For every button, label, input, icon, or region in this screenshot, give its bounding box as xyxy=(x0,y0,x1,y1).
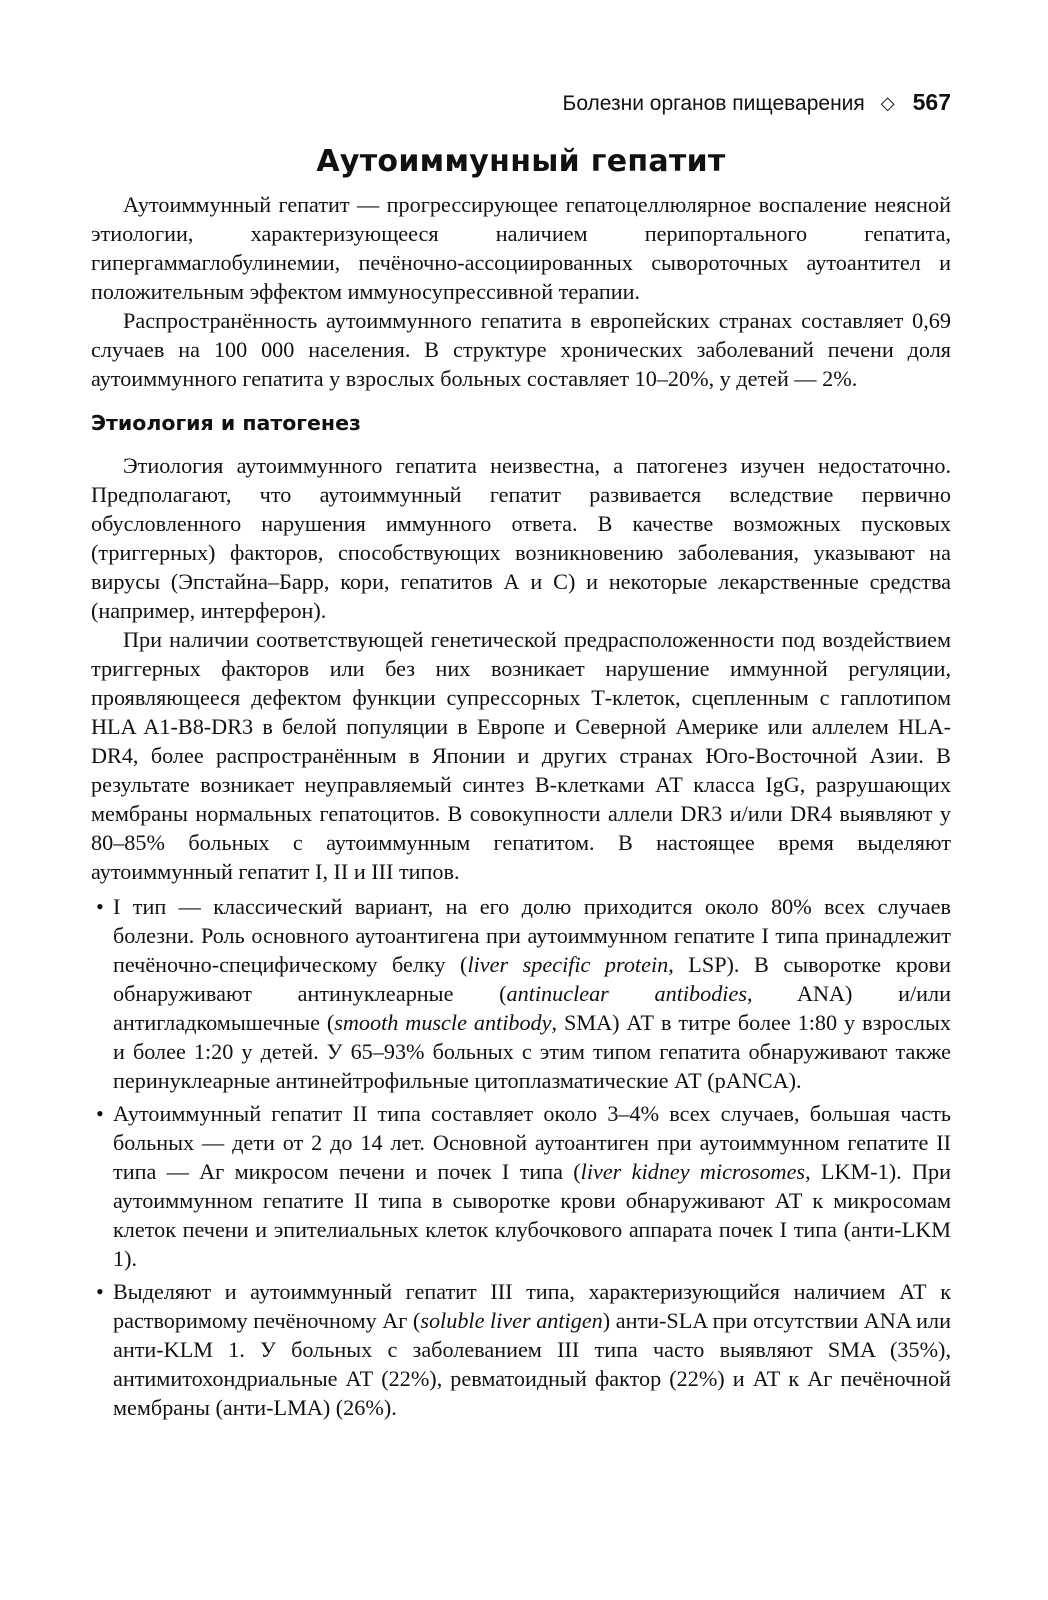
type2-text-a: Аутоиммунный гепатит II типа составляет около 3–4% всех случаев, большая часть больных — дети от 2 до 14 лет. Основной аутоантиген при аутоиммунном гепатите II типа — Аг микросом печени и почек I типа ( xyxy=(113,1101,951,1184)
type2-text-c: , LKM-1). При аутоиммунном гепатите II типа в сыворотке крови обнаруживают АТ к микросомам клеток печени и эпителиальных клеток клубочкового аппарата почек I типа (анти-LKM 1). xyxy=(113,1159,951,1271)
type3-term-sla: soluble liver antigen xyxy=(420,1308,603,1333)
intro-paragraph-2: Распространённость аутоиммунного гепатита в европейских странах составляет 0,69 случаев на 100 000 населения. В структуре хронических заболеваний печени доля аутоиммунного гепатита у взрослых больных составляет 10–20%, у детей — 2%. xyxy=(91,308,951,391)
page-number: 567 xyxy=(912,89,951,115)
intro-paragraph-1: Аутоиммунный гепатит — прогрессирующее гепатоцеллюлярное воспаление неясной этиологии, характеризующееся наличием перипортального гепатита, гипергаммаглобулинемии, печёночно-ассоциированных сывороточных аутоантител и положительным эффектом иммуносупрессивной терапии. xyxy=(91,192,951,304)
running-header xyxy=(91,86,951,120)
list-item-type-1 xyxy=(91,892,951,1095)
header-section-title: Болезни органов пищеварения xyxy=(562,92,865,115)
type1-text-e: , ANA) и/или антигладкомышечные ( xyxy=(113,981,951,1035)
pathogenesis-paragraph: При наличии соответствующей генетической предрасположенности под воздействием триггерных факторов или без них возникает нарушение иммунной регуляции, проявляющееся дефектом функции супрессорных Т-клеток, сцепленным с гаплотипом HLA A1-B8-DR3 в белой популяции в Европе и Северной Америке или аллелем HLA-DR4, более распространённым в Японии и других странах Юго-Восточной Азии. В результате возникает неуправляемый синтез В-клетками АТ класса IgG, разрушающих мембраны нормальных гепатоцитов. В совокупности аллели DR3 и/или DR4 выявляют у 80–85% больных с аутоиммунным гепатитом. В настоящее время выделяют аутоиммунный гепатит I, II и III типов. xyxy=(91,627,951,884)
type3-text-c: ) анти-SLA при отсутствии ANA или анти-KLM 1. У больных с заболеванием III типа часто выявляют SMA (35%), антимитохондриальные АТ (22%), ревматоидный фактор (22%) и АТ к Аг печёночной мембраны (анти-LMA) (26%). xyxy=(113,1308,951,1420)
bullet-icon: • xyxy=(96,1101,104,1126)
type1-text-c: , LSP). В сыворотке крови обнаруживают антинуклеарные ( xyxy=(113,952,952,1006)
list-item-type-2 xyxy=(91,1099,951,1273)
type1-term-sma: smooth muscle antibody xyxy=(334,1010,552,1035)
etiology-paragraph: Этиология аутоиммунного гепатита неизвестна, а патогенез изучен недостаточно. Предполагают, что аутоиммунный гепатит развивается вследствие первично обусловленного нарушения иммунного ответа. В качестве возможных пусковых (триггерных) факторов, способствующих возникновению заболевания, указывают на вирусы (Эпстайна–Барр, кори, гепатитов А и С) и некоторые лекарственные средства (например, интерферон). xyxy=(91,453,951,623)
hepatitis-types-list xyxy=(91,892,951,1422)
bullet-icon: • xyxy=(96,894,104,919)
list-item-type-3 xyxy=(91,1277,951,1422)
bullet-icon: • xyxy=(96,1279,104,1304)
diamond-separator-icon: ◇ xyxy=(880,93,895,113)
type1-text-g: , SMA) АТ в титре более 1:80 у взрослых и более 1:20 у детей. У 65–93% больных с этим типом гепатита обнаруживают также перинуклеарные антинейтрофильные цитоплазматические АТ (pANCA). xyxy=(113,1010,951,1093)
book-page xyxy=(91,86,951,1426)
type1-term-ana: antinuclear antibodies xyxy=(506,981,747,1006)
type1-term-lsp: liver specific protein xyxy=(467,952,669,977)
type2-term-lkm: liver kidney microsomes xyxy=(580,1159,806,1184)
type1-text-a: I тип — классический вариант, на его долю приходится около 80% всех случаев болезни. Роль основного аутоантигена при аутоиммунном гепатите I типа принадлежит печёночно-специфическому белку ( xyxy=(113,894,951,977)
article-title: Аутоиммунный гепатит xyxy=(316,144,726,179)
section-heading: Этиология и патогенез xyxy=(91,411,361,435)
type3-text-a: Выделяют и аутоиммунный гепатит III типа, характеризующийся наличием АТ к растворимому печёночному Аг ( xyxy=(113,1279,951,1333)
